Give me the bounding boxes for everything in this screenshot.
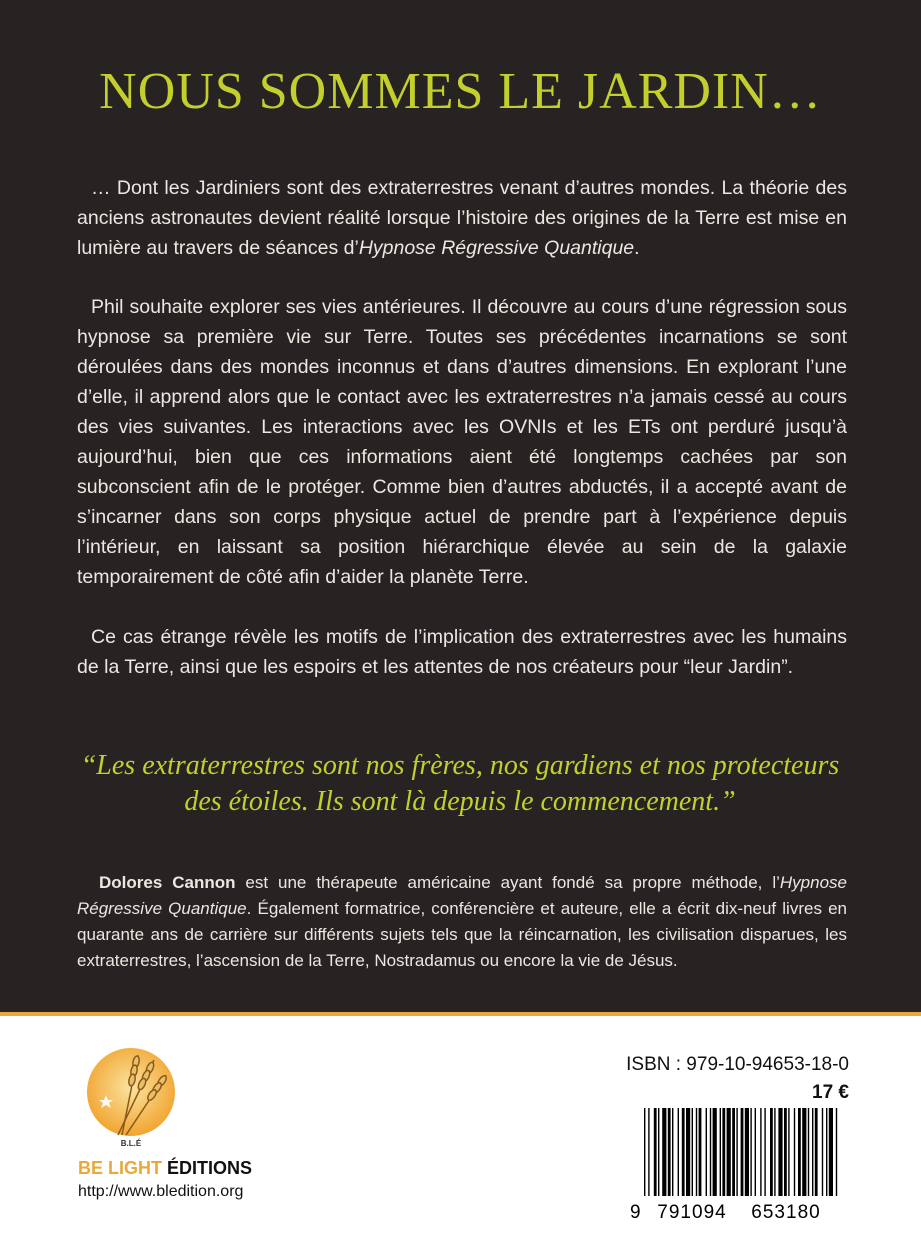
barcode-group-left: 791094 [657, 1202, 727, 1223]
author-bio-italic: Hypnose Régressive Quantique [77, 873, 847, 918]
publisher-name-accent: BE LIGHT [78, 1158, 162, 1178]
pull-quote: “Les extraterrestres sont nos frères, nos gardiens et nos protecteurs des étoiles. Ils sont là depuis le commencement.” [80, 750, 840, 817]
isbn-label: ISBN : 979-10-94653-18-0 [626, 1054, 849, 1075]
author-bio [77, 870, 847, 974]
publisher-logo [76, 1040, 186, 1150]
paragraph-story-text: Phil souhaite explorer ses vies antérieures. Il découvre au cours d’une régression sous hypnose sa première vie sur Terre. Toutes ses précédentes incarnations se sont déroulées dans des mondes inconnus et dans d’autres dimensions. En explorant l’une d’elle, il apprend alors que le contact avec les extraterrestres n’a jamais cessé au cours des vies suivantes. Les interactions avec les OVNIs et les ETs ont perduré jusqu’à aujourd’hui, bien que ces informations aient été longtemps cachées par son subconscient afin de le protéger. Comme bien d’autres abductés, il a accepté avant de s’incarner dans son corps physique actuel de prendre part à l’expérience depuis l’intérieur, en laissant sa position hiérarchique élevée au sein de la galaxie temporairement de côté afin d’aider la planète Terre. [77, 296, 847, 588]
author-bio-text-b: . Également formatrice, conférencière et auteure, elle a écrit dix-neuf livres en quarante ans de carrière sur différents sujets tels que la réincarnation, les civilisation disparues, les extraterrestres, l’ascension de la Terre, Nostradamus ou encore la vie de Jésus. [77, 899, 847, 970]
paragraph-intro-italic: Hypnose Régressive Quantique [358, 237, 635, 259]
paragraph-story [77, 292, 847, 592]
author-bio-text-a: est une thérapeute américaine ayant fondé sa propre méthode, l’ [235, 873, 780, 892]
paragraph-conclusion [77, 622, 847, 682]
publisher-name-rest: ÉDITIONS [162, 1158, 253, 1178]
price-label: 17 € [812, 1082, 849, 1103]
paragraph-intro-end: . [634, 237, 640, 259]
paragraph-intro-lead: … Dont les Jardiniers sont des extraterrestres venant d’autres mondes. La théorie des anciens astronautes devient réalité lorsque l’histoire des origines de la Terre est mise en lumière au travers de séances d’ [77, 177, 847, 259]
barcode-group-right: 653180 [751, 1202, 821, 1223]
author-name: Dolores Cannon [99, 873, 236, 892]
logo-text: B.L.É [120, 1139, 142, 1148]
publisher-url[interactable]: http://www.bledition.org [78, 1183, 244, 1200]
publisher-name [78, 1158, 252, 1179]
barcode-digit-first: 9 [630, 1202, 641, 1223]
orange-divider [0, 1012, 921, 1016]
paragraph-intro [77, 173, 847, 263]
barcode [626, 1108, 848, 1223]
book-title: NOUS SOMMES LE JARDIN… [99, 63, 822, 120]
paragraph-conclusion-text: Ce cas étrange révèle les motifs de l’implication des extraterrestres avec les humains de la Terre, ainsi que les espoirs et les attentes de nos créateurs pour “leur Jardin”. [77, 626, 847, 678]
